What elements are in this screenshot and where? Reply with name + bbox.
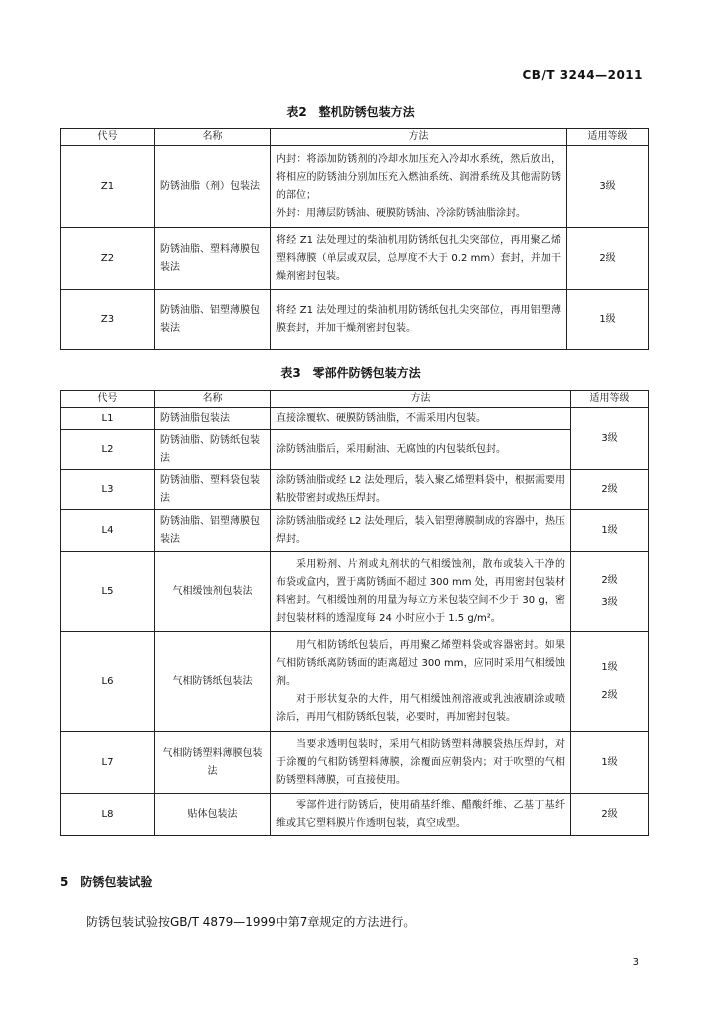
table3-row-l5 [61,552,649,632]
table2-method-line: 外封：用薄层防锈油、硬膜防锈油、冷涂防锈油脂涂封。 [276,207,526,219]
table3-row-l2 [61,430,649,470]
table2-row-z1 [61,146,649,228]
table2-method-line: 内封：将添加防锈剂的冷却水加压充入冷却水系统，然后放出，将相应的防锈油分别加压充入燃油系统、润滑系统及其他需防锈的部位； [276,153,561,201]
table3-code: L3 [61,470,155,510]
table3-grade: 1级 [571,510,649,552]
table2-name: 防锈油脂、塑料薄膜包装法 [155,228,271,290]
table3-name: 防锈油脂、铝塑薄膜包装法 [155,510,271,552]
table3-method-line: 当要求透明包装时，采用气相防锈塑料薄膜袋热压焊封，对于涂覆的气相防锈塑料薄膜，涂覆面应朝袋内；对于吹塑的气相防锈塑料薄膜，可直接使用。 [276,738,565,786]
table3-name: 气相防锈纸包装法 [155,632,271,732]
table3-method-line: 对于形状复杂的大件，用气相缓蚀剂溶液或乳浊液刷涂或喷涂后，再用气相防锈纸包装，必要时，再加密封包装。 [276,693,565,723]
table3-header-method: 方法 [271,391,571,408]
table2-caption: 表2 整机防锈包装方法 [286,105,415,119]
table3-method [271,794,571,836]
table2-row-z2 [61,228,649,290]
table2-grade: 1级 [567,290,649,350]
table3-row-l8 [61,794,649,836]
table2-header-code: 代号 [61,129,155,146]
table2-code: Z1 [61,146,155,228]
table3-method: 涂防锈油脂或经 L2 法处理后，装入铝塑薄膜制成的容器中，热压焊封。 [271,510,571,552]
page-number: 3 [632,957,639,968]
table3-grade: 2级 [571,794,649,836]
table2-grade: 2级 [567,228,649,290]
table3-method [271,552,571,632]
table2-row-z3 [61,290,649,350]
table3-method: 直接涂覆软、硬膜防锈油脂，不需采用内包装。 [271,408,571,430]
table3-name: 防锈油脂、塑料袋包装法 [155,470,271,510]
table3-name: 防锈油脂、防锈纸包装法 [155,430,271,470]
table2-name: 防锈油脂、铝塑薄膜包装法 [155,290,271,350]
table2 [60,128,649,350]
table3-grade: 3级 [571,408,649,470]
table3-header-grade: 适用等级 [571,391,649,408]
table3-header-name: 名称 [155,391,271,408]
table3-code: L8 [61,794,155,836]
table3-header-code: 代号 [61,391,155,408]
table3-row-l6 [61,632,649,732]
table3-name: 气相防锈塑料薄膜包装法 [155,732,271,794]
table3-header-row [61,391,649,408]
table3-grade: 1级 2级 [571,632,649,732]
table3-name: 气相缓蚀剂包装法 [155,552,271,632]
table3-name: 防锈油脂包装法 [155,408,271,430]
section-5-heading: 5 防锈包装试验 [60,875,153,889]
table3-code: L2 [61,430,155,470]
table2-code: Z3 [61,290,155,350]
section-5-paragraph: 防锈包装试验按GB/T 4879—1999中第7章规定的方法进行。 [86,915,416,929]
table2-name: 防锈油脂（剂）包装法 [155,146,271,228]
table2-header-method: 方法 [271,129,567,146]
table3-row-l7 [61,732,649,794]
table3-method-line: 采用粉剂、片剂或丸剂状的气相缓蚀剂，散布或装入干净的布袋或盒内，置于离防锈面不超过 300 mm 处，再用密封包装材料密封。气相缓蚀剂的用量为每立方米包装空间不少于 30 g，密封包装材料的透湿度每 24 小时应小于 1.5 g/m²。 [276,558,565,624]
table3-row-l1 [61,408,649,430]
table2-method: 将经 Z1 法处理过的柴油机用防锈纸包扎尖突部位，再用聚乙烯塑料薄膜（单层或双层，总厚度不大于 0.2 mm）套封，并加干燥剂密封包装。 [271,228,567,290]
table3-grade: 2级 [571,470,649,510]
table3-name: 贴体包装法 [155,794,271,836]
table3-code: L7 [61,732,155,794]
table3-method: 涂防锈油脂或经 L2 法处理后，装入聚乙烯塑料袋中，根据需要用粘胶带密封或热压焊封。 [271,470,571,510]
table3-method-line: 零部件进行防锈后，使用硝基纤维、醋酸纤维、乙基丁基纤维或其它塑料膜片作透明包装，真空成型。 [276,799,565,829]
table3-code: L1 [61,408,155,430]
table2-grade: 3级 [567,146,649,228]
table3-method: 涂防锈油脂后，采用耐油、无腐蚀的内包装纸包封。 [271,430,571,470]
table3-code: L5 [61,552,155,632]
table2-code: Z2 [61,228,155,290]
standard-code: CB/T 3244—2011 [522,68,643,82]
table2-header-grade: 适用等级 [567,129,649,146]
table3-row-l3 [61,470,649,510]
table3-row-l4 [61,510,649,552]
table3-caption: 表3 零部件防锈包装方法 [280,366,421,380]
table3-method [271,632,571,732]
table3-code: L6 [61,632,155,732]
table2-header-name: 名称 [155,129,271,146]
table3-grade: 1级 [571,732,649,794]
table2-method [271,146,567,228]
table3-method [271,732,571,794]
table3 [60,390,649,836]
table3-grade: 2级 3级 [571,552,649,632]
table2-method: 将经 Z1 法处理过的柴油机用防锈纸包扎尖突部位，再用铝塑薄膜套封，并加干燥剂密封包装。 [271,290,567,350]
table3-method-line: 用气相防锈纸包装后，再用聚乙烯塑料袋或容器密封。如果气相防锈纸离防锈面的距离超过 300 mm，应同时采用气相缓蚀剂。 [276,639,565,687]
table2-header-row [61,129,649,146]
table3-code: L4 [61,510,155,552]
